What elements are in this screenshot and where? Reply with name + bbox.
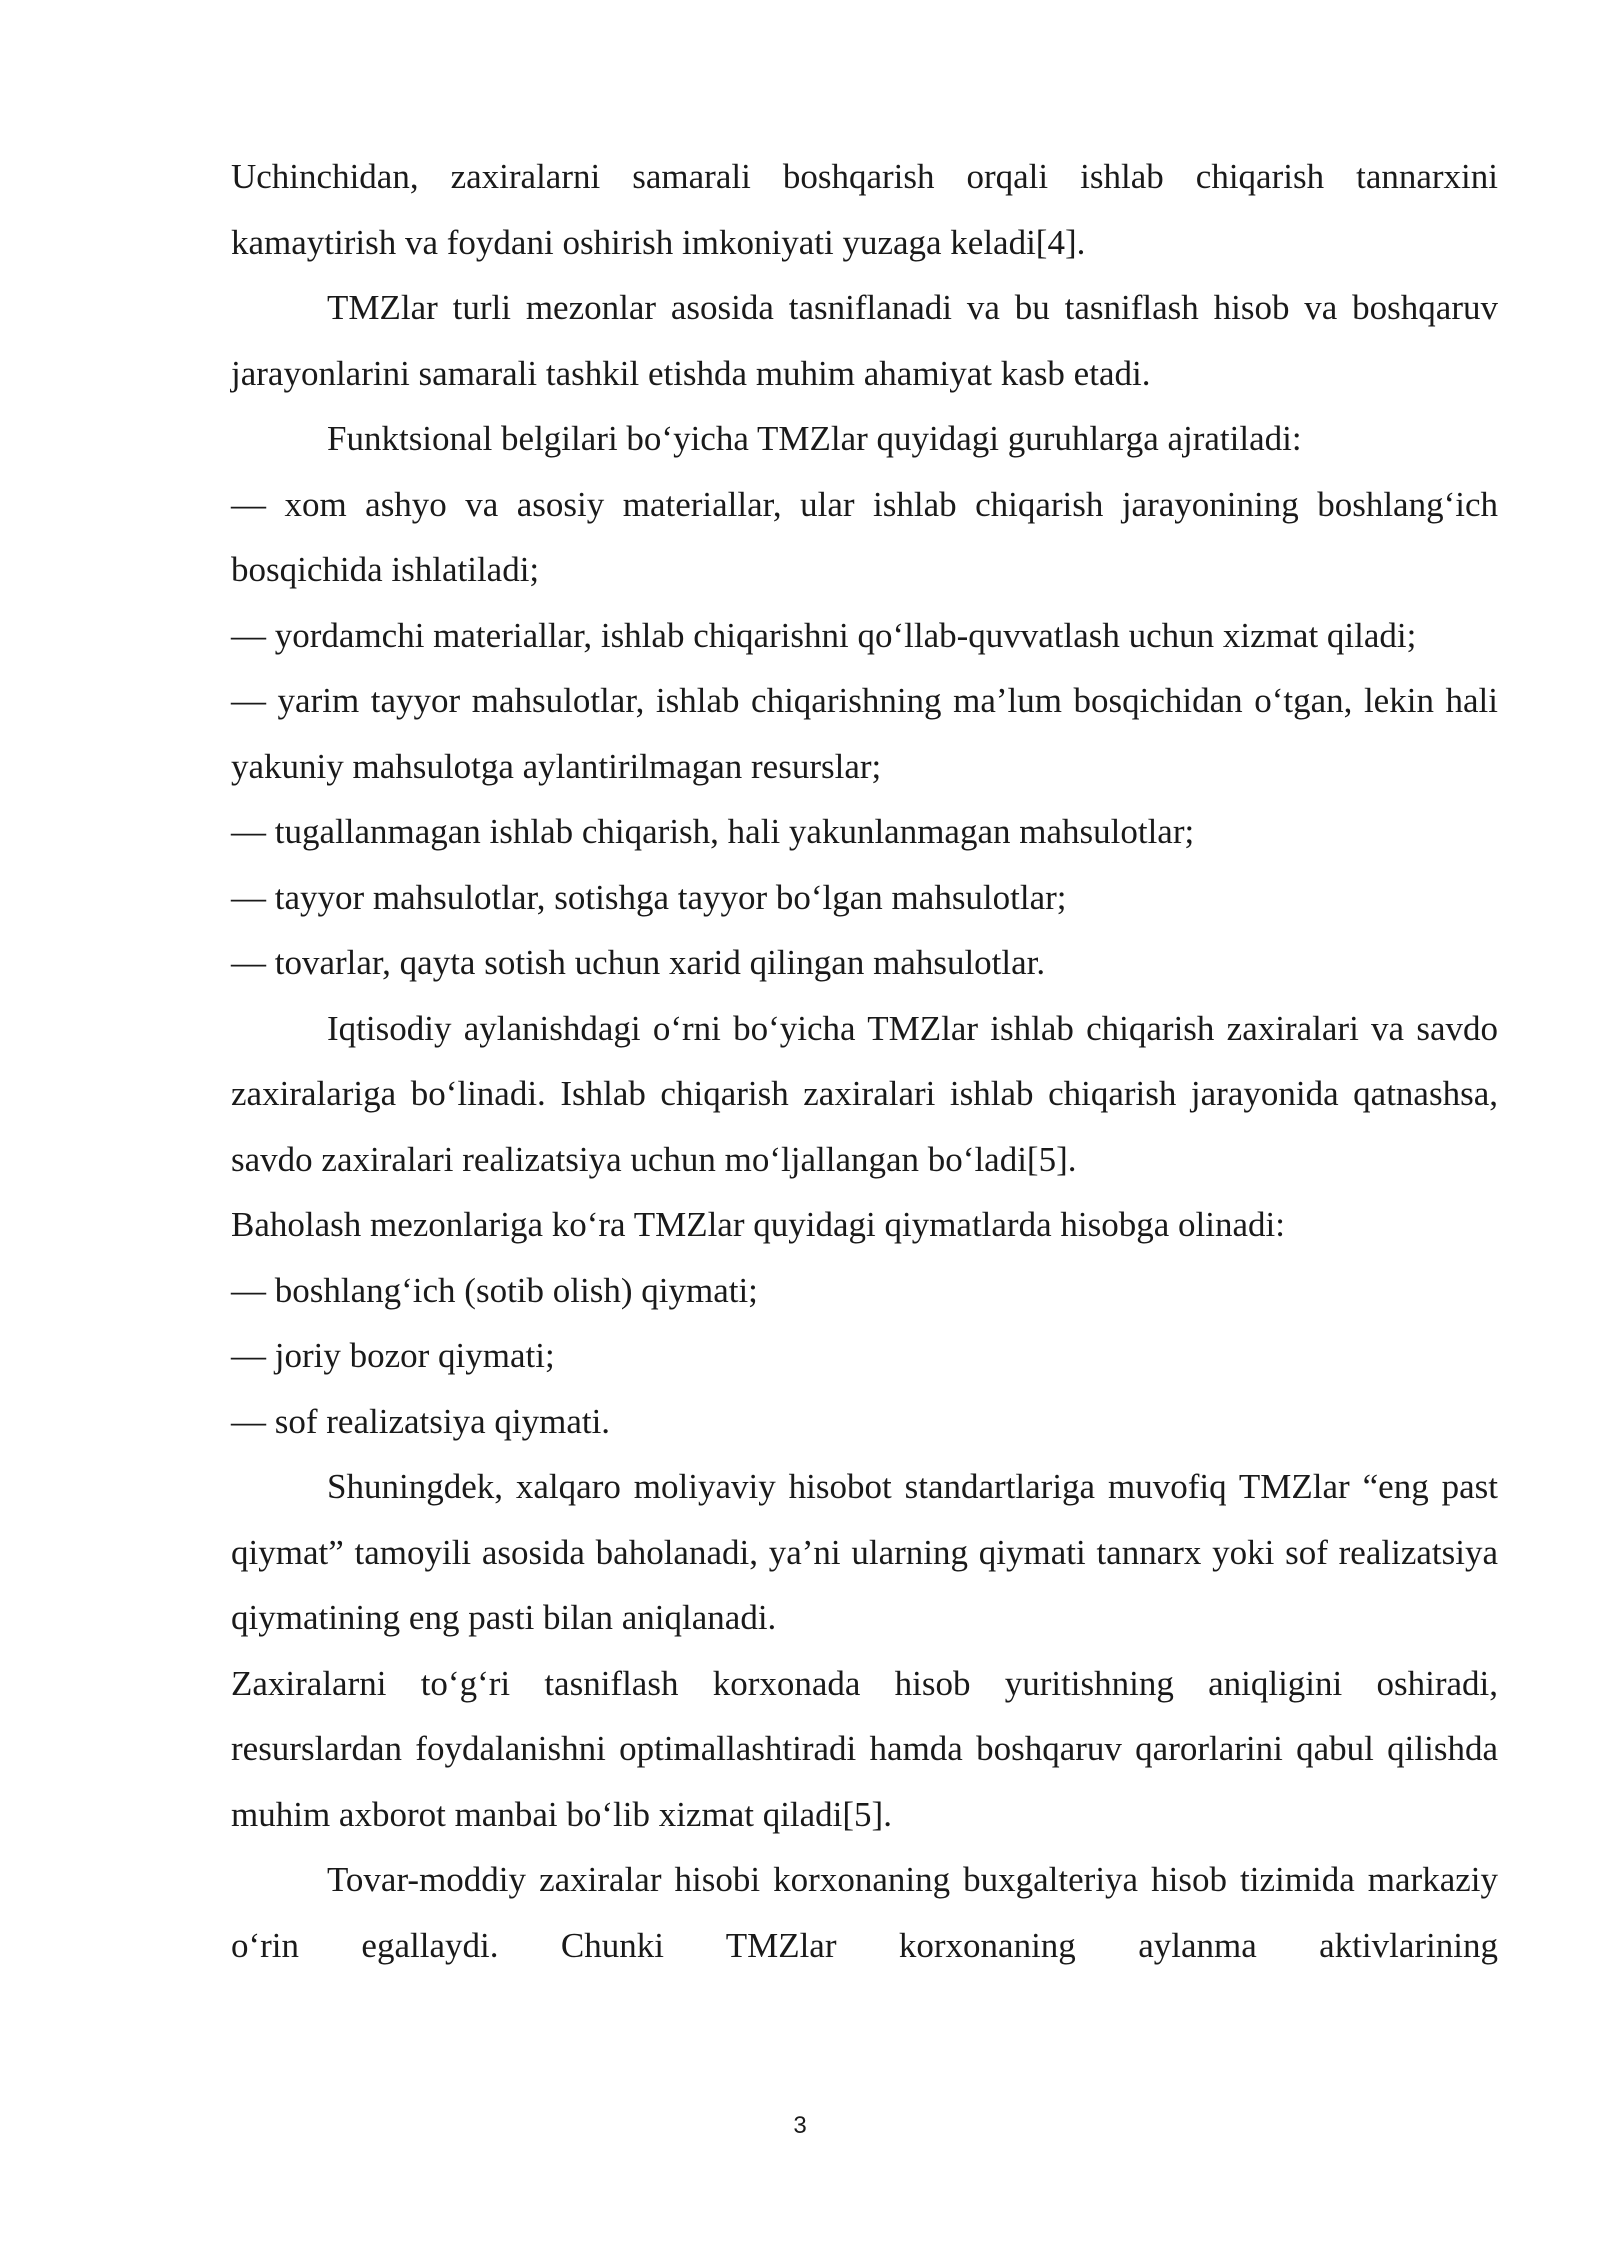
list-item: — tovarlar, qayta sotish uchun xarid qilingan mahsulotlar.	[231, 943, 1046, 982]
list-item: — sof realizatsiya qiymati.	[231, 1401, 611, 1441]
list-item: — yarim tayyor mahsulotlar, ishlab chiqarishning ma’lum bosqichidan o‘tgan, lekin hali yakuniy mahsulotga aylantirilmagan resurslar;	[231, 681, 1498, 786]
paragraph: Tovar-moddiy zaxiralar hisobi korxonaning buxgalteriya hisob tizimida markaziy o‘rin egallaydi. Chunki TMZlar korxonaning aylanma aktivlarining	[231, 1860, 1498, 1965]
paragraph: Shuningdek, xalqaro moliyaviy hisobot standartlariga muvofiq TMZlar “eng past qiymat” tamoyili asosida baholanadi, ya’ni ularning qiymati tannarx yoki sof realizatsiya qiymatining eng pasti bilan aniqlanadi.	[231, 1467, 1498, 1637]
list-item: — xom ashyo va asosiy materiallar, ular ishlab chiqarish jarayonining boshlang‘ich bosqichida ishlatiladi;	[231, 484, 1498, 589]
page-body-text	[231, 144, 1498, 1978]
paragraph: Funktsional belgilari bo‘yicha TMZlar quyidagi guruhlarga ajratiladi:	[327, 419, 1302, 458]
list-item: — joriy bozor qiymati;	[231, 1336, 555, 1375]
paragraph: Uchinchidan, zaxiralarni samarali boshqarish orqali ishlab chiqarish tannarxini kamaytirish va foydani oshirish imkoniyati yuzaga keladi[4].	[231, 157, 1498, 262]
list-item: — yordamchi materiallar, ishlab chiqarishni qo‘llab-quvvatlash uchun xizmat qiladi;	[231, 615, 1417, 655]
list-item: — tugallanmagan ishlab chiqarish, hali yakunlanmagan mahsulotlar;	[231, 812, 1195, 851]
paragraph: Iqtisodiy aylanishdagi o‘rni bo‘yicha TMZlar ishlab chiqarish zaxiralari va savdo zaxiralariga bo‘linadi. Ishlab chiqarish zaxiralari ishlab chiqarish jarayonida qatnashsa, savdo zaxiralari realizatsiya uchun mo‘ljallangan bo‘ladi[5].	[231, 1008, 1498, 1179]
paragraph: Baholash mezonlariga ko‘ra TMZlar quyidagi qiymatlarda hisobga olinadi:	[231, 1205, 1285, 1244]
page-number: 3	[793, 2112, 807, 2139]
paragraph: TMZlar turli mezonlar asosida tasniflanadi va bu tasniflash hisob va boshqaruv jarayonlarini samarali tashkil etishda muhim ahamiyat kasb etadi.	[231, 288, 1498, 393]
list-item: — boshlang‘ich (sotib olish) qiymati;	[231, 1270, 758, 1310]
list-item: — tayyor mahsulotlar, sotishga tayyor bo‘lgan mahsulotlar;	[231, 877, 1067, 917]
paragraph: Zaxiralarni to‘g‘ri tasniflash korxonada hisob yuritishning aniqligini oshiradi, resurslardan foydalanishni optimallashtiradi hamda boshqaruv qarorlarini qabul qilishda muhim axborot manbai bo‘lib xizmat qiladi[5].	[231, 1663, 1498, 1834]
